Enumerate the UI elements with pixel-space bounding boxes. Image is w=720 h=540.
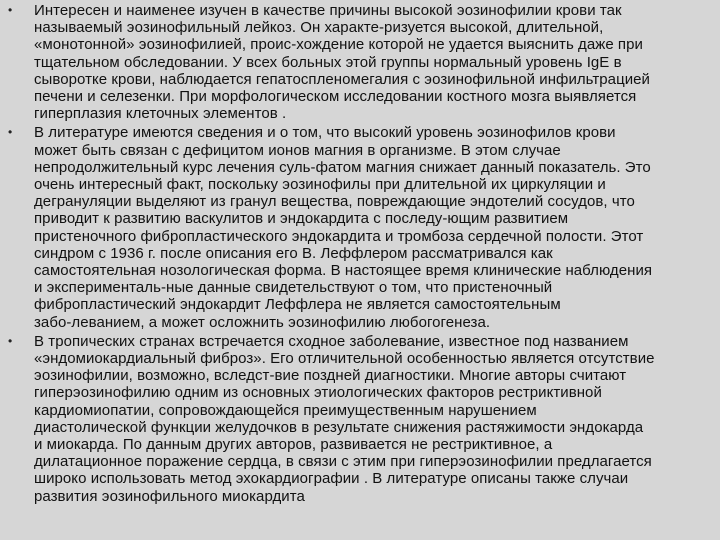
text-line: фибропластический эндокардит Леффлера не является самостоятельным — [34, 296, 561, 314]
text-line: диастолической функции желудочков в результате снижения растяжимости эндокарда — [34, 418, 644, 436]
text-line: очень интересный факт, поскольку эозинофилы при длительной их циркуляции и — [34, 176, 606, 194]
text-line: забо-леванием, а может осложнить эозинофилию любогогенеза. — [34, 313, 491, 331]
text-line: печени и селезенки. При морфологическом исследовании костного мозга выявляется — [34, 88, 637, 106]
bullet-item — [8, 124, 708, 330]
bullet-item — [8, 2, 708, 122]
paragraph-text — [34, 124, 708, 330]
text-line: самостоятельная нозологическая форма. В настоящее время клинические наблюдения — [34, 262, 653, 280]
bullet-item — [8, 333, 708, 505]
text-line: называемый эозинофильный лейкоз. Он характе-ризуется высокой, длительной, — [34, 19, 604, 37]
text-line: синдром с 1936 г. после описания его В. Леффлером рассматривался как — [34, 244, 553, 262]
paragraph-text — [34, 2, 708, 122]
text-line: тщательном обследовании. У всех больных этой группы нормальный уровень IgE в — [34, 53, 622, 71]
text-line: гиперплазия клеточных элементов . — [34, 105, 287, 123]
text-line: непродолжительный курс лечения суль-фатом магния снижает данный показатель. Это — [34, 158, 651, 176]
text-line: эозинофилии, возможно, вследст-вие поздней диагностики. Многие авторы считают — [34, 367, 627, 385]
text-line: развития эозинофильного миокардита — [34, 487, 305, 505]
text-line: В тропических странах встречается сходное заболевание, известное под названием — [34, 332, 629, 350]
text-line: Интересен и наименее изучен в качестве причины высокой эозинофилии крови так — [34, 2, 622, 19]
text-line: пристеночного фибропластического эндокардита и тромбоза сердечной полости. Этот — [34, 227, 644, 245]
text-line: гиперэозинофилию одним из основных этиологических факторов рестриктивной — [34, 384, 602, 402]
text-line: «эндомиокардиальный фиброз». Его отличительной особенностью является отсутствие — [34, 350, 655, 368]
text-line: сыворотке крови, наблюдается гепатоспленомегалия с эозинофильной инфильтрацией — [34, 70, 650, 88]
bullet-dot-icon: • — [8, 125, 13, 140]
text-line: В литературе имеются сведения и о том, что высокий уровень эозинофилов крови — [34, 124, 616, 142]
bullet-dot-icon: • — [8, 3, 13, 17]
text-line: дегрануляции выделяют из гранул вещества, повреждающие эндотелий сосудов, что — [34, 193, 635, 211]
bullet-list — [8, 2, 708, 505]
text-line: и эксперименталь-ные данные свидетельствуют о том, что пристеночный — [34, 279, 553, 297]
text-line: может быть связан с дефицитом ионов магния в организме. В этом случае — [34, 141, 561, 159]
paragraph-text — [34, 333, 708, 505]
text-line: кардиомиопатии, сопровождающейся преимущественным нарушением — [34, 401, 537, 419]
text-line: «монотонной» эозинофилией, проис-хождение которой не удается выяснить даже при — [34, 36, 643, 54]
text-line: и миокарда. По данным других авторов, развивается не рестриктивное, а — [34, 436, 553, 454]
text-line: дилатационное поражение сердца, в связи с этим при гиперэозинофилии предлагается — [34, 453, 652, 471]
text-line: приводит к развитию васкулитов и эндокардита с последу-ющим развитием — [34, 210, 569, 228]
bullet-dot-icon: • — [8, 333, 13, 348]
text-line: широко использовать метод эхокардиографии . В литературе описаны также случаи — [34, 470, 629, 488]
